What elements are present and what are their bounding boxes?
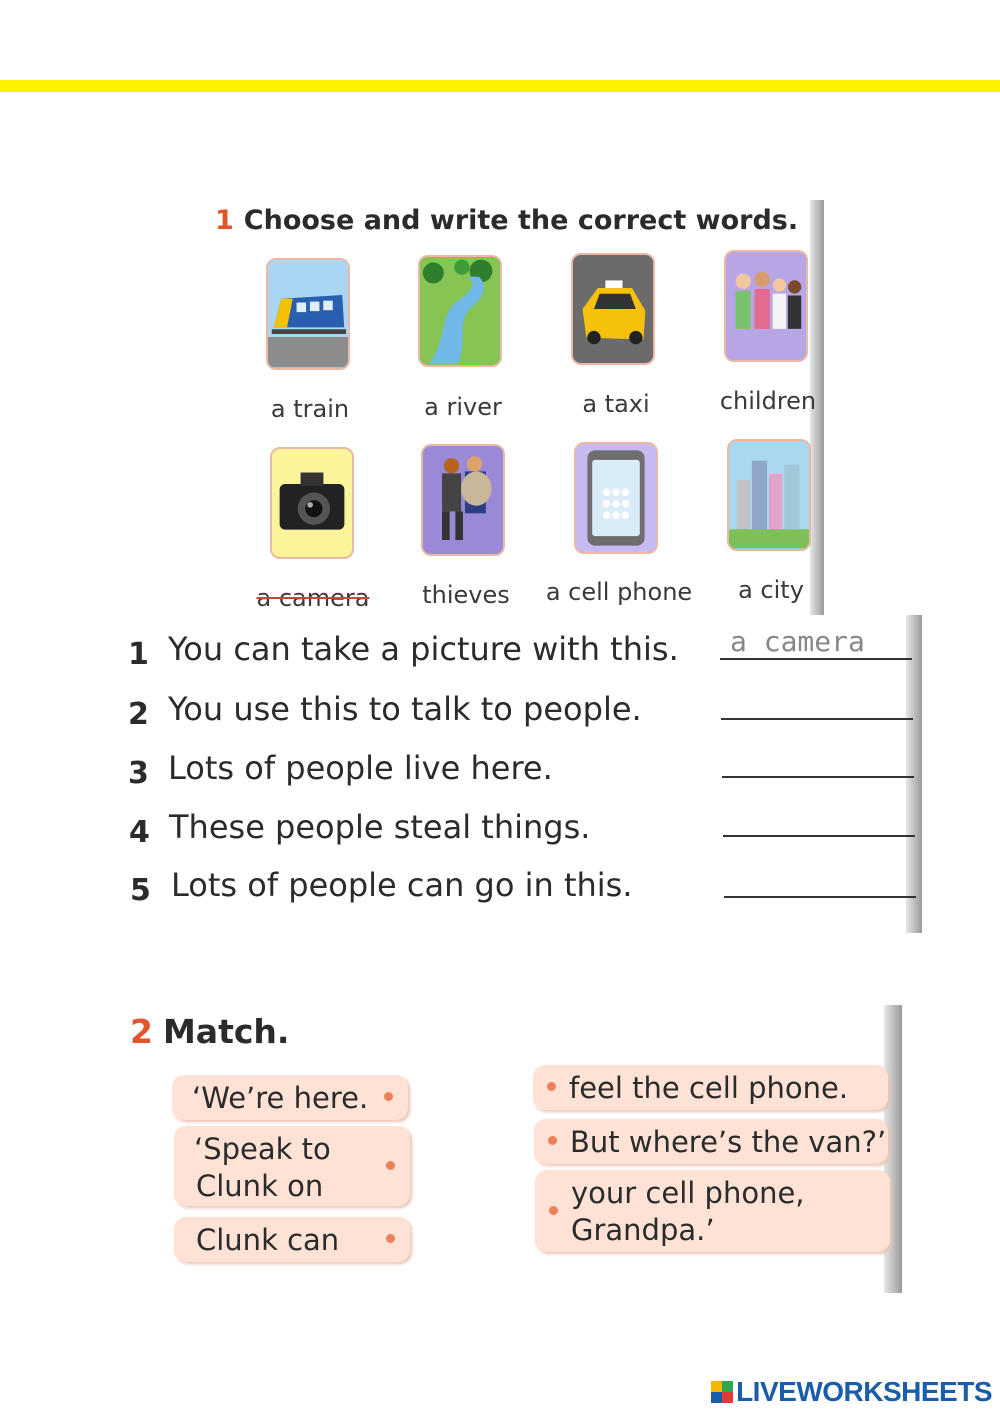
match-left-item[interactable] [174, 1126, 410, 1206]
question-number: 3 [128, 756, 149, 791]
highlight-bar [0, 80, 1000, 92]
match-item-text: your cell phone, [571, 1176, 805, 1210]
word-label: children [719, 387, 817, 415]
match-item-text: Clunk on [196, 1169, 324, 1203]
match-left-item[interactable] [174, 1217, 410, 1262]
match-dot[interactable] [548, 1136, 557, 1145]
word-label: a train [270, 395, 350, 423]
cell-phone-icon [574, 442, 658, 554]
exercise-1-title [215, 205, 798, 236]
match-item-text: Grandpa.’ [571, 1213, 715, 1247]
word-label-crossed-out: a camera [256, 584, 370, 612]
taxi-icon [571, 253, 655, 365]
question-number: 2 [128, 697, 149, 732]
match-dot[interactable] [384, 1092, 393, 1101]
logo-text: LIVEWORKSHEETS [736, 1376, 992, 1407]
match-item-text: But where’s the van?’ [570, 1125, 887, 1159]
question-text: Lots of people live here. [168, 749, 553, 787]
question-text: You can take a picture with this. [168, 630, 679, 668]
answer-input[interactable] [722, 742, 914, 776]
thieves-icon [421, 444, 505, 556]
answer-input[interactable] [724, 862, 916, 896]
word-label: a river [424, 393, 502, 421]
match-right-item[interactable] [533, 1065, 888, 1110]
question-number: 1 [128, 637, 149, 672]
word-label: a taxi [582, 390, 650, 418]
match-item-text: ‘We’re here. [192, 1081, 369, 1115]
word-label: a cell phone [545, 578, 693, 606]
match-right-item[interactable] [535, 1170, 890, 1252]
match-item-text: Clunk can [196, 1223, 340, 1257]
question-text: You use this to talk to people. [168, 690, 642, 728]
answer-field[interactable] [722, 742, 914, 778]
question-text: Lots of people can go in this. [171, 866, 633, 904]
match-dot[interactable] [386, 1161, 395, 1170]
exercise-2-title [130, 1012, 289, 1051]
answer-field[interactable] [720, 624, 912, 660]
word-label: a city [738, 576, 804, 604]
exercise-instruction: Match. [162, 1012, 290, 1051]
word-label: thieves [422, 581, 510, 609]
answer-field[interactable] [724, 862, 916, 898]
match-right-item[interactable] [534, 1119, 888, 1164]
train-icon [266, 258, 350, 370]
answer-field[interactable] [721, 684, 913, 720]
answer-input[interactable] [721, 684, 913, 718]
logo-icon [711, 1381, 733, 1403]
answer-input[interactable] [723, 801, 915, 835]
match-item-text: feel the cell phone. [569, 1071, 849, 1105]
children-icon [724, 250, 808, 362]
answer-field[interactable] [723, 801, 915, 837]
match-item-text: ‘Speak to [194, 1132, 331, 1166]
liveworksheets-logo [711, 1378, 992, 1406]
match-dot[interactable] [549, 1206, 558, 1215]
match-dot[interactable] [386, 1234, 395, 1243]
match-left-item[interactable] [172, 1075, 408, 1120]
question-number: 4 [129, 815, 150, 850]
exercise-instruction: Choose and write the correct words. [243, 205, 799, 236]
exercise-number: 1 [215, 205, 234, 236]
match-dot[interactable] [547, 1082, 556, 1091]
camera-icon [270, 447, 354, 559]
question-number: 5 [130, 873, 151, 908]
city-icon [727, 439, 811, 551]
answer-input[interactable] [720, 624, 912, 658]
question-text: These people steal things. [169, 808, 591, 846]
river-icon [418, 255, 502, 367]
exercise-number: 2 [130, 1012, 153, 1051]
